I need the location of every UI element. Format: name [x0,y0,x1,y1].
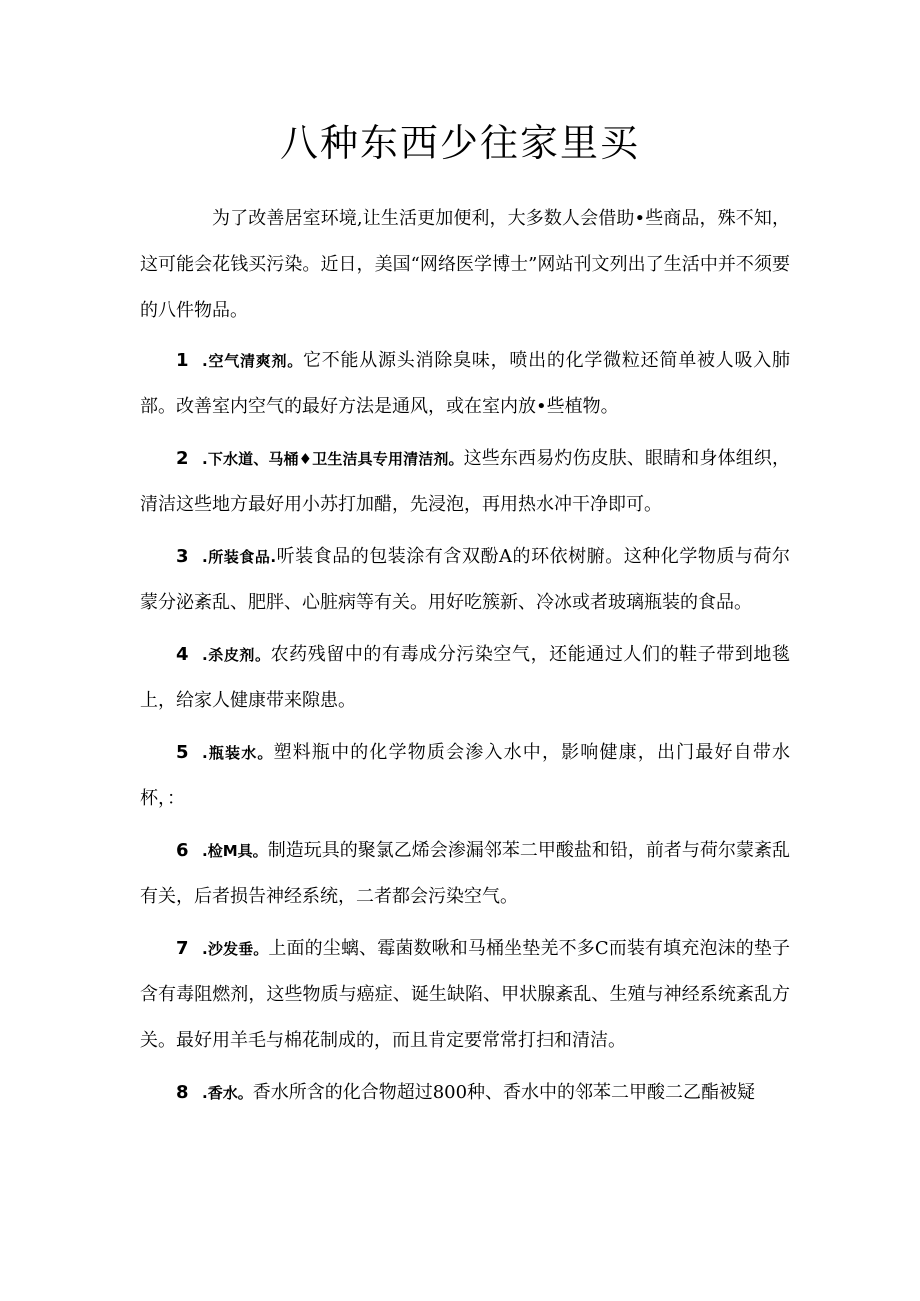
intro-paragraph: 为了改善居室环境,让生活更加便利，大多数人会借助•些商品，殊不知，这可能会花钱买污染。近日，美国“网络医学博士”网站刊文列出了生活中并不须要的八件物品。 [140,208,790,321]
item-text: 听装食品的包装涂有含双酚A的环依树腑。这种化学物质与荷尔蒙分泌紊乱、肥胖、心脏病等有关。用好吃簇新、冷冰或者玻璃瓶装的食品。 [140,546,791,613]
list-item [140,632,790,724]
item-heading: .沙发垂。 [202,940,269,958]
item-heading: .检M具。 [202,842,268,860]
item-number: 4 [176,644,189,665]
item-heading: .空气清爽剂。 [202,352,304,370]
list-item [140,828,790,920]
item-text: 塑料瓶中的化学物质会渗入水中，影响健康，出门最好自带水杯，： [140,742,791,809]
item-heading: .所装食品. [202,548,277,566]
item-number: 6 [176,840,189,861]
item-number: 5 [176,742,189,763]
list-item [140,926,790,1064]
item-number: 3 [176,546,189,567]
document-title: 八种东西少往家里买 [279,121,640,165]
item-number: 2 [176,448,189,469]
list-item [140,730,790,822]
item-text: 这些东西易灼伤皮肤、眼睛和身体组织，清洁这些地方最好用小苏打加醋，先浸泡，再用热水冲干净即可。 [140,448,790,515]
item-number: 7 [176,938,189,959]
item-text: 制造玩具的聚氯乙烯会渗漏邻苯二甲酸盐和铅，前者与荷尔蒙紊乱有关，后者损告神经系统，二者都会污染空气。 [140,840,790,907]
item-heading: .瓶装水。 [202,744,274,762]
item-text: 它不能从源头消除臭味，喷出的化学微粒还简单被人吸入肺部。改善室内空气的最好方法是通风，或在室内放•些植物。 [140,350,790,417]
item-heading: .香水。 [202,1084,253,1102]
item-text: 上面的尘螭、霉菌数啾和马桶坐垫羌不多C而装有填充泡沫的垫子含有毒阻燃剂，这些物质与癌症、诞生缺陷、甲状腺紊乱、生殖与神经系统紊乱方关。最好用羊毛与棉花制成的，而且肯定要常常打扫和清洁。 [140,938,790,1051]
item-heading: .杀皮剂。 [202,646,271,664]
item-number: 1 [176,350,189,371]
list-item [140,338,790,430]
list-item [140,534,790,626]
item-text: 农药残留中的有毒成分污染空气，还能通过人们的鞋子带到地毯上，给家人健康带来隙患。 [140,644,790,711]
list-item [140,436,790,528]
item-number: 8 [176,1082,189,1103]
list-item [140,1070,790,1116]
item-text: 香水所含的化合物超过800种、香水中的邻苯二甲酸二乙酯被疑 [252,1082,756,1103]
item-heading: .下水道、马桶♦卫生洁具专用清洁剂。 [202,450,464,468]
